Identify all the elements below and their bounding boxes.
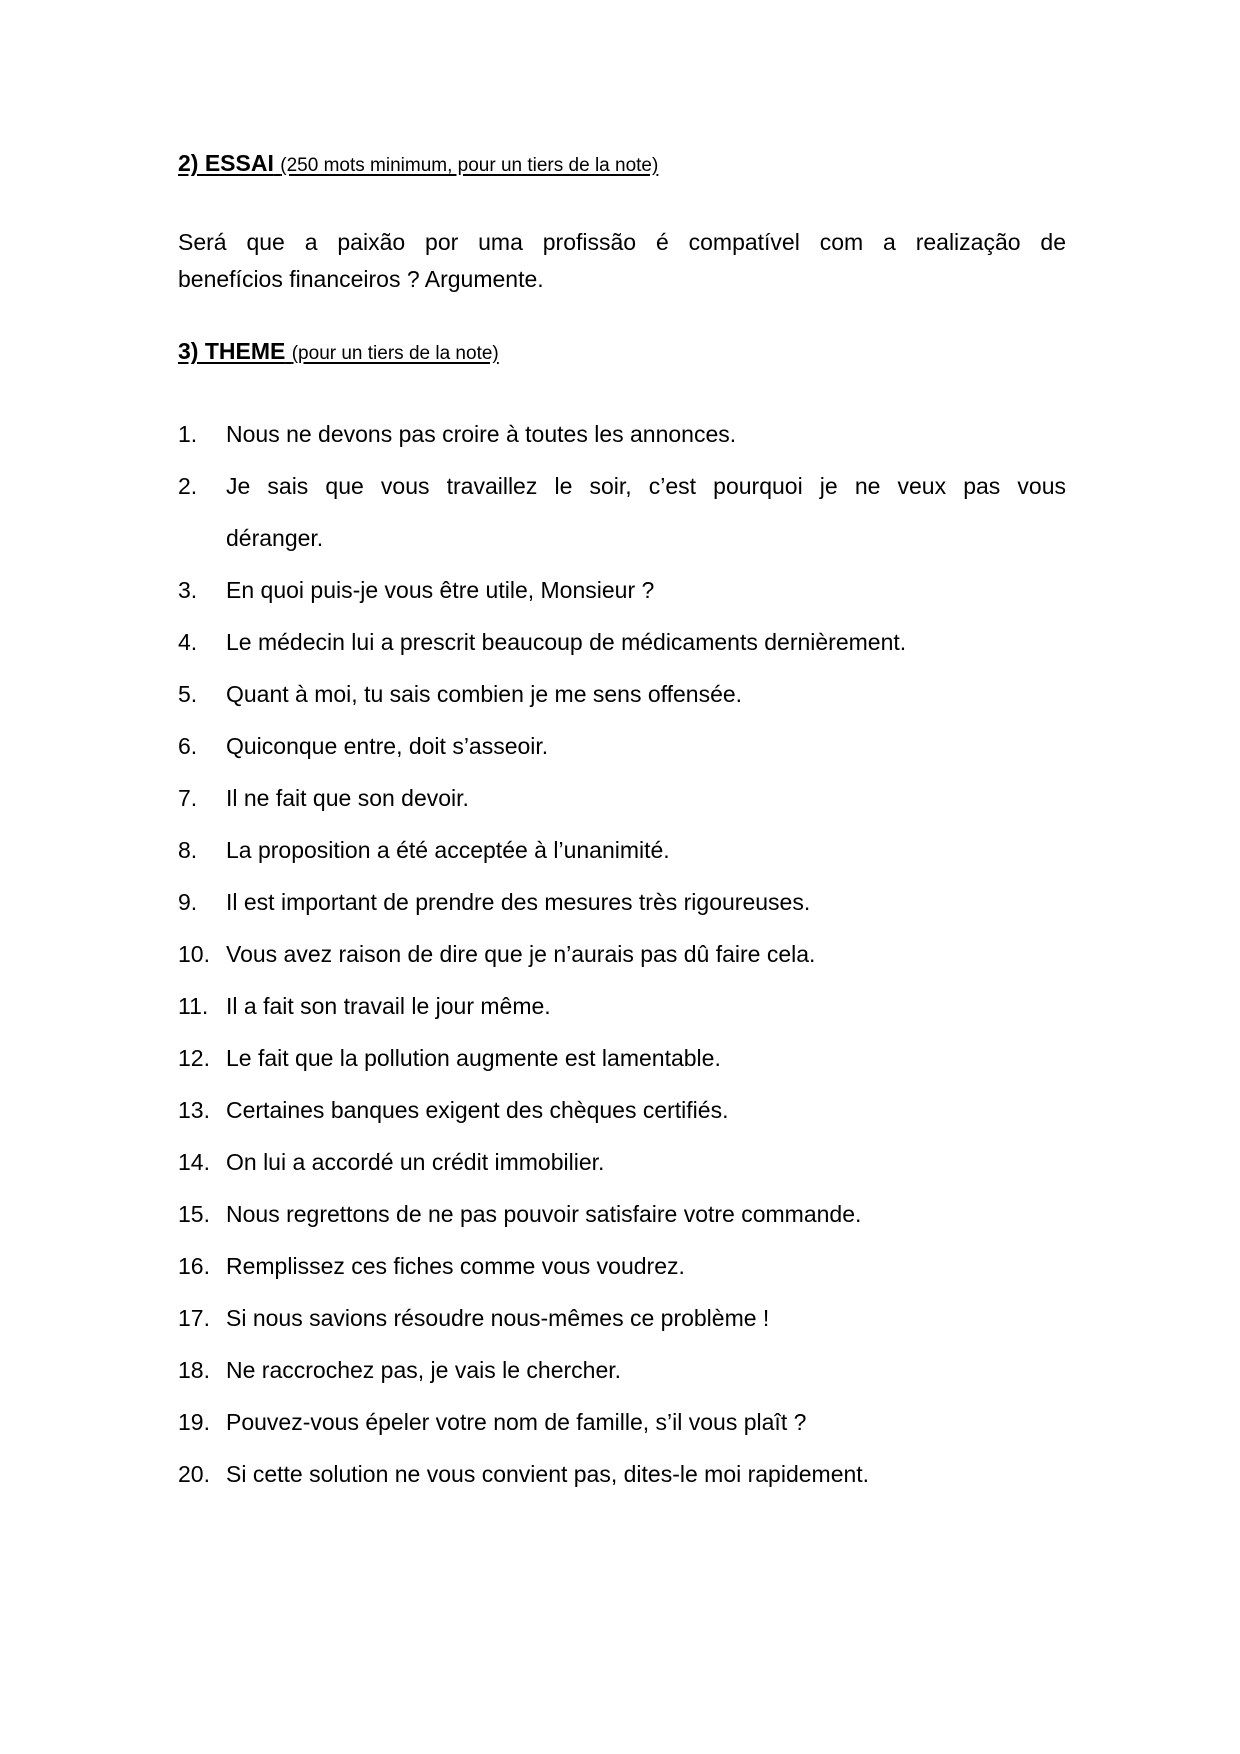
list-item bbox=[178, 876, 1066, 928]
list-item-text: Quiconque entre, doit s’asseoir. bbox=[226, 733, 549, 759]
list-item-number: 3. bbox=[178, 577, 198, 603]
list-item bbox=[178, 460, 1066, 564]
list-item bbox=[178, 1344, 1066, 1396]
list-item bbox=[178, 772, 1066, 824]
list-item bbox=[178, 616, 1066, 668]
list-item-text: Remplissez ces fiches comme vous voudrez. bbox=[226, 1253, 685, 1279]
list-item-number: 17. bbox=[178, 1305, 210, 1331]
list-item-text: Vous avez raison de dire que je n’aurais pas dû faire cela. bbox=[226, 941, 816, 967]
list-item bbox=[178, 1032, 1066, 1084]
list-item-text: La proposition a été acceptée à l’unanimité. bbox=[226, 837, 670, 863]
list-item-text: Certaines banques exigent des chèques certifiés. bbox=[226, 1097, 729, 1123]
list-item-number: 8. bbox=[178, 837, 198, 863]
list-item-number: 11. bbox=[178, 993, 209, 1019]
list-item-text: Nous ne devons pas croire à toutes les annonces. bbox=[226, 421, 737, 447]
list-item-number: 20. bbox=[178, 1461, 210, 1487]
essay-heading bbox=[178, 150, 658, 177]
list-item-text: Si cette solution ne vous convient pas, dites-le moi rapidement. bbox=[226, 1461, 870, 1487]
list-item bbox=[178, 1292, 1066, 1344]
list-item-text: Le médecin lui a prescrit beaucoup de médicaments dernièrement. bbox=[226, 629, 907, 655]
list-item bbox=[178, 1136, 1066, 1188]
list-item-number: 14. bbox=[178, 1149, 210, 1175]
list-item bbox=[178, 720, 1066, 772]
list-item-text: Ne raccrochez pas, je vais le chercher. bbox=[226, 1357, 622, 1383]
theme-heading bbox=[178, 338, 499, 365]
essay-heading-note: (250 mots minimum, pour un tiers de la note) bbox=[280, 155, 659, 176]
list-item-number: 2. bbox=[178, 473, 198, 499]
list-item bbox=[178, 928, 1066, 980]
document-page bbox=[178, 0, 1066, 1754]
list-item-text-line: déranger. bbox=[226, 525, 324, 551]
theme-sentence-list bbox=[178, 408, 1066, 1500]
list-item-text bbox=[226, 460, 1066, 564]
list-item-number: 19. bbox=[178, 1409, 210, 1435]
list-item-text: Le fait que la pollution augmente est lamentable. bbox=[226, 1045, 721, 1071]
list-item-text: Quant à moi, tu sais combien je me sens offensée. bbox=[226, 681, 743, 707]
essay-prompt bbox=[178, 224, 1066, 298]
list-item-number: 16. bbox=[178, 1253, 210, 1279]
list-item-number: 12. bbox=[178, 1045, 210, 1071]
list-item-text: Si nous savions résoudre nous-mêmes ce problème ! bbox=[226, 1305, 770, 1331]
list-item bbox=[178, 1240, 1066, 1292]
theme-heading-title: 3) THEME bbox=[178, 338, 286, 364]
list-item-text-line: Je sais que vous travaillez le soir, c’est pourquoi je ne veux pas vous bbox=[226, 473, 1066, 499]
essay-heading-title: 2) ESSAI bbox=[178, 150, 274, 176]
list-item-text: Il est important de prendre des mesures très rigoureuses. bbox=[226, 889, 811, 915]
list-item-number: 10. bbox=[178, 941, 210, 967]
list-item bbox=[178, 1396, 1066, 1448]
list-item-number: 1. bbox=[178, 421, 198, 447]
list-item-number: 13. bbox=[178, 1097, 210, 1123]
list-item bbox=[178, 980, 1066, 1032]
list-item-number: 4. bbox=[178, 629, 198, 655]
list-item bbox=[178, 1448, 1066, 1500]
list-item bbox=[178, 668, 1066, 720]
essay-prompt-line: Será que a paixão por uma profissão é compatível com a realização de bbox=[178, 229, 1066, 255]
list-item-number: 6. bbox=[178, 733, 198, 759]
list-item-text: Il a fait son travail le jour même. bbox=[226, 993, 551, 1019]
list-item-number: 5. bbox=[178, 681, 198, 707]
list-item bbox=[178, 1188, 1066, 1240]
list-item-text: En quoi puis-je vous être utile, Monsieur ? bbox=[226, 577, 655, 603]
list-item-text: Il ne fait que son devoir. bbox=[226, 785, 469, 811]
list-item-number: 15. bbox=[178, 1201, 210, 1227]
list-item bbox=[178, 408, 1066, 460]
list-item-number: 18. bbox=[178, 1357, 210, 1383]
list-item-text: On lui a accordé un crédit immobilier. bbox=[226, 1149, 605, 1175]
list-item-number: 7. bbox=[178, 785, 198, 811]
theme-heading-note: (pour un tiers de la note) bbox=[291, 343, 499, 364]
list-item-text: Pouvez-vous épeler votre nom de famille, s’il vous plaît ? bbox=[226, 1409, 807, 1435]
list-item-number: 9. bbox=[178, 889, 198, 915]
list-item bbox=[178, 824, 1066, 876]
essay-prompt-line: benefícios financeiros ? Argumente. bbox=[178, 266, 544, 292]
list-item bbox=[178, 564, 1066, 616]
list-item bbox=[178, 1084, 1066, 1136]
list-item-text: Nous regrettons de ne pas pouvoir satisfaire votre commande. bbox=[226, 1201, 862, 1227]
